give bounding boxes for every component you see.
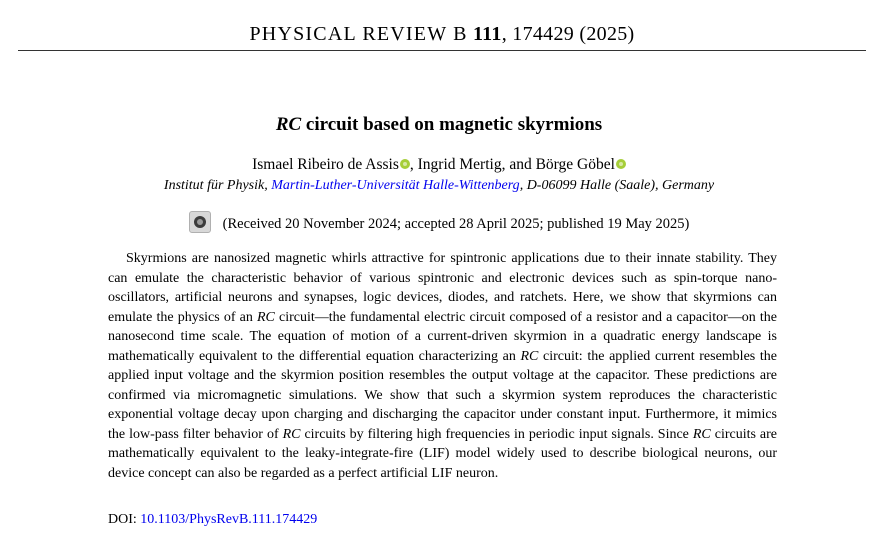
affiliation	[0, 176, 878, 196]
crossmark-icon[interactable]	[189, 211, 211, 233]
title-italic: RC	[275, 114, 302, 135]
abstract-text: Skyrmions are nanosized magnetic whirls attractive for spintronic applications due to their innate stability. They can emulate the characteristic behavior of various spintronic and electronic devices such as spin-torque nano-oscillators, artificial neurons and synapses, logic devices, diodes, and ratchets. Here, we show that skyrmions can emulate the physics of an	[108, 251, 777, 325]
orcid-icon[interactable]	[616, 159, 626, 169]
abstract	[108, 249, 777, 483]
journal-citation: , 174429 (2025)	[501, 23, 635, 45]
abstract-rc: RC	[256, 309, 275, 325]
orcid-icon[interactable]	[400, 159, 410, 169]
affiliation-prefix: Institut für Physik,	[163, 178, 272, 193]
title-rest: circuit based on magnetic skyrmions	[301, 114, 603, 135]
journal-header	[18, 20, 866, 51]
article-title	[0, 112, 878, 138]
abstract-text: circuits by filtering high frequencies in periodic input signals. Since	[300, 426, 693, 442]
author-names[interactable]: , Ingrid Mertig, and Börge Göbel	[409, 156, 615, 173]
abstract-rc: RC	[692, 426, 711, 442]
doi-label: DOI:	[108, 512, 141, 527]
doi-line	[108, 510, 317, 530]
publication-history	[0, 211, 878, 235]
abstract-rc: RC	[282, 426, 301, 442]
journal-volume: 111	[472, 23, 502, 45]
affiliation-link[interactable]: Martin-Luther-Universität Halle-Wittenberg	[271, 178, 520, 193]
abstract-rc: RC	[520, 348, 539, 364]
abstract-text: circuit—the fundamental electric circuit composed of a resistor and a capacitor—on the nanosecond time scale. The equation of motion of a current-driven skyrmion in a quadratic energy landscape is mathematically equivalent to the differential equation characterizing an	[108, 309, 777, 364]
journal-name: PHYSICAL REVIEW B	[249, 23, 468, 45]
abstract-text: circuit: the applied current resembles the applied input voltage and the skyrmion position resembles the output voltage at the capacitor. These predictions are confirmed via micromagnetic simulations. We show that such a skyrmion system reproduces the characteristic exponential voltage decay upon charging and discharging the capacitor under constant input. Furthermore, it mimics the low-pass filter behavior of	[108, 348, 777, 442]
doi-link[interactable]: 10.1103/PhysRevB.111.174429	[140, 512, 318, 527]
received-dates: (Received 20 November 2024; accepted 28 April 2025; published 19 May 2025)	[222, 216, 690, 232]
abstract-text: circuits are mathematically equivalent to the leaky-integrate-fire (LIF) model widely used to describe biological neurons, our device concept can also be regarded as a perfect artificial LIF neuron.	[108, 426, 777, 481]
author-name[interactable]: Ismael Ribeiro de Assis	[252, 156, 399, 173]
author-list	[0, 154, 878, 176]
affiliation-suffix: , D-06099 Halle (Saale), Germany	[519, 178, 715, 193]
